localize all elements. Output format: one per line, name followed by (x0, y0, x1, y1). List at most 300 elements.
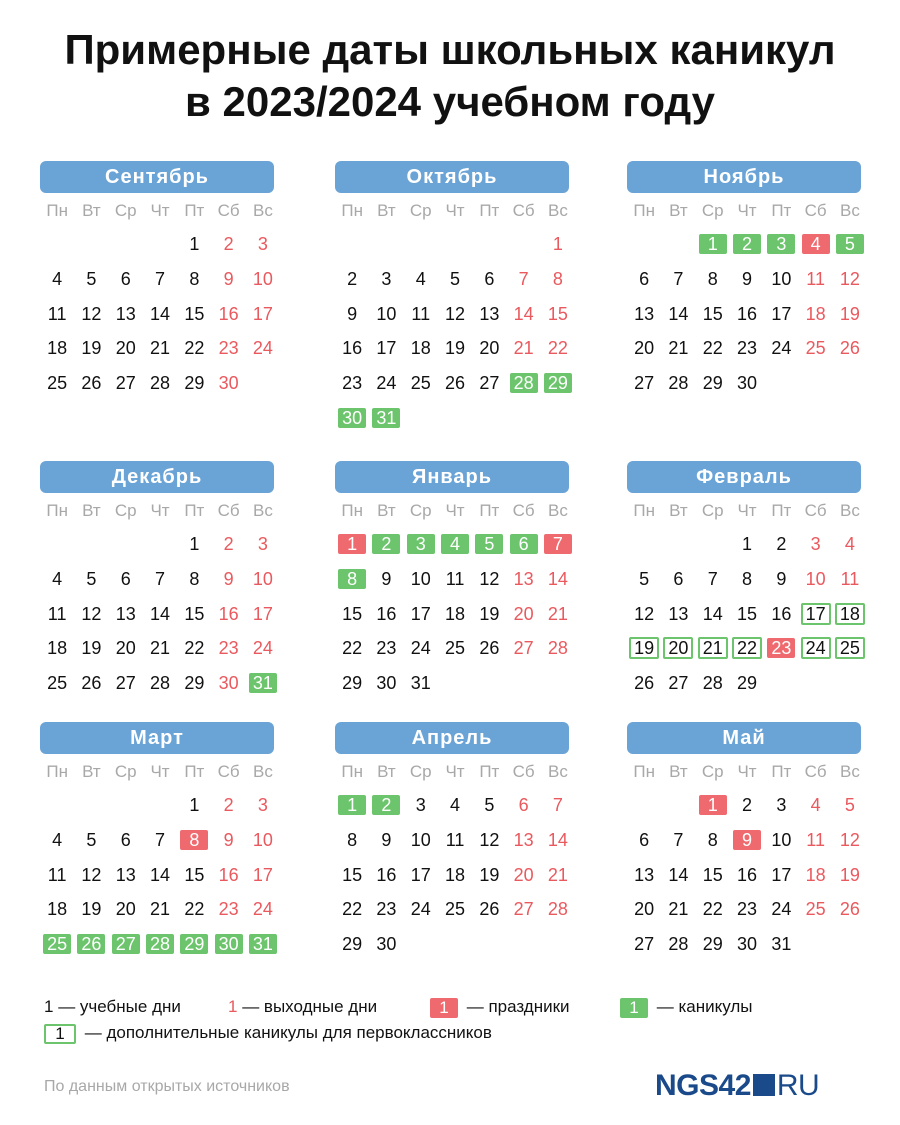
day-number: 9 (223, 569, 234, 590)
day-number: 13 (115, 864, 136, 885)
weekday-label: Вт (82, 201, 101, 220)
day-cell (369, 631, 403, 666)
day-number: 17 (252, 864, 273, 885)
day-number: 19 (81, 338, 102, 359)
month-3 (40, 461, 274, 700)
weekday-label: Пн (633, 762, 655, 781)
day-cell (143, 631, 177, 666)
legend-study-days (44, 996, 181, 1018)
day-number: 27 (115, 373, 136, 394)
day-cell (404, 366, 438, 401)
day-number: 29 (702, 373, 723, 394)
day-number: 2 (223, 234, 234, 255)
day-cell (143, 262, 177, 297)
day-cell (246, 666, 280, 701)
day-number: 20 (115, 899, 136, 920)
day-cell (246, 262, 280, 297)
day-number: 19 (445, 338, 466, 359)
day-number: 12 (839, 269, 860, 290)
day-number: 12 (479, 830, 500, 851)
day-number: 30 (218, 673, 239, 694)
day-number: 10 (805, 569, 826, 590)
day-cell (833, 892, 867, 927)
day-number: 29 (342, 934, 363, 955)
day-number: 23 (376, 899, 397, 920)
day-number: 23 (767, 638, 795, 658)
day-number: 29 (184, 373, 205, 394)
day-cell (40, 823, 74, 858)
day-cell (833, 823, 867, 858)
day-number: 25 (445, 899, 466, 920)
day-cell (627, 927, 661, 962)
day-cell (74, 857, 108, 892)
weekday-label: Ср (701, 201, 724, 220)
day-cell (730, 666, 764, 701)
day-cell (109, 927, 143, 962)
day-cell (143, 666, 177, 701)
ngs42-logo (655, 1068, 819, 1104)
day-cell (541, 562, 575, 597)
weekday-label: Вс (253, 201, 273, 220)
day-cell (506, 892, 540, 927)
day-cell (369, 562, 403, 597)
day-number: 10 (252, 269, 273, 290)
day-cell (369, 527, 403, 562)
day-number: 24 (376, 373, 397, 394)
day-number: 5 (475, 534, 503, 554)
weekday-header (40, 195, 274, 227)
day-cell (369, 892, 403, 927)
day-cell (661, 631, 695, 666)
legend-first-grade-sample: 1 (44, 1024, 76, 1044)
day-number: 4 (52, 269, 63, 290)
day-cell (764, 823, 798, 858)
day-number: 20 (513, 603, 534, 624)
day-number: 17 (771, 864, 792, 885)
day-cell (335, 927, 369, 962)
day-number: 8 (338, 569, 366, 589)
day-number: 19 (839, 303, 860, 324)
day-grid (627, 227, 861, 400)
day-number: 29 (702, 934, 723, 955)
day-number: 18 (47, 638, 68, 659)
weekday-label: Пн (46, 501, 68, 520)
day-cell (246, 596, 280, 631)
day-number: 16 (737, 303, 758, 324)
day-cell (833, 227, 867, 262)
day-number: 30 (737, 373, 758, 394)
day-number: 13 (668, 603, 689, 624)
day-cell (211, 262, 245, 297)
day-number: 6 (639, 830, 650, 851)
day-cell (506, 366, 540, 401)
day-cell (833, 527, 867, 562)
day-cell (764, 296, 798, 331)
month-1 (335, 161, 569, 435)
day-cell (211, 666, 245, 701)
day-cell (506, 823, 540, 858)
day-cell (798, 631, 832, 666)
day-number: 27 (634, 934, 655, 955)
day-cell (833, 857, 867, 892)
day-cell (627, 823, 661, 858)
day-number: 24 (410, 638, 431, 659)
weekday-label: Чт (445, 501, 465, 520)
day-cell (143, 331, 177, 366)
legend-weekend-days (228, 996, 377, 1018)
day-cell (764, 262, 798, 297)
day-number: 30 (376, 934, 397, 955)
weekday-label: Сб (804, 201, 827, 220)
weekday-label: Вс (253, 501, 273, 520)
day-cell (541, 262, 575, 297)
day-cell (764, 331, 798, 366)
day-number: 2 (733, 234, 761, 254)
day-number: 27 (115, 673, 136, 694)
weekday-label: Чт (150, 762, 170, 781)
day-number: 11 (806, 830, 825, 851)
day-number: 15 (342, 864, 363, 885)
day-number: 27 (112, 934, 140, 954)
day-cell (798, 892, 832, 927)
day-cell (177, 227, 211, 262)
day-number: 23 (342, 373, 363, 394)
day-number: 1 (338, 534, 366, 554)
day-cell (438, 788, 472, 823)
weekday-label: Пн (46, 762, 68, 781)
day-cell (833, 331, 867, 366)
day-cell (541, 631, 575, 666)
day-number: 10 (252, 569, 273, 590)
day-cell (472, 857, 506, 892)
day-number: 7 (155, 830, 166, 851)
day-number: 18 (835, 603, 865, 625)
day-number: 16 (218, 303, 239, 324)
day-cell (246, 857, 280, 892)
day-number: 1 (552, 234, 563, 255)
day-cell (335, 666, 369, 701)
legend-holidays (430, 996, 570, 1018)
day-number: 27 (668, 673, 689, 694)
day-cell (730, 527, 764, 562)
weekday-label: Сб (512, 201, 535, 220)
day-number: 4 (415, 269, 426, 290)
weekday-label: Вс (548, 501, 568, 520)
day-cell (109, 823, 143, 858)
day-cell (177, 366, 211, 401)
day-cell (246, 927, 280, 962)
day-cell (798, 296, 832, 331)
day-number: 15 (737, 603, 758, 624)
day-number: 20 (634, 338, 655, 359)
month-6 (40, 722, 274, 961)
legend-vacation-sample: 1 (620, 998, 648, 1018)
day-number: 5 (639, 569, 650, 590)
day-cell (109, 596, 143, 631)
day-cell (177, 823, 211, 858)
day-cell (404, 788, 438, 823)
day-grid (627, 527, 861, 700)
day-cell (833, 296, 867, 331)
day-number: 13 (115, 603, 136, 624)
day-cell (74, 666, 108, 701)
day-cell (211, 857, 245, 892)
day-number: 13 (513, 830, 534, 851)
day-cell (335, 331, 369, 366)
day-number: 16 (376, 864, 397, 885)
weekday-label: Сб (804, 501, 827, 520)
day-cell (109, 262, 143, 297)
day-number: 29 (180, 934, 208, 954)
legend-study-sample: 1 (44, 997, 54, 1016)
day-cell (404, 892, 438, 927)
day-cell (472, 892, 506, 927)
day-number: 13 (115, 303, 136, 324)
day-cell (404, 562, 438, 597)
day-number: 21 (547, 603, 568, 624)
logo-square-icon (753, 1074, 775, 1096)
day-cell (764, 927, 798, 962)
month-title: Март (40, 722, 274, 754)
day-cell (798, 227, 832, 262)
day-cell (730, 562, 764, 597)
day-number: 20 (513, 864, 534, 885)
day-number: 1 (189, 234, 200, 255)
day-cell (627, 366, 661, 401)
day-number: 13 (513, 569, 534, 590)
legend-holiday-label: — праздники (466, 997, 570, 1016)
weekday-label: Вс (840, 762, 860, 781)
day-cell (661, 366, 695, 401)
day-number: 27 (634, 373, 655, 394)
day-number: 15 (184, 303, 205, 324)
day-cell (730, 788, 764, 823)
weekday-label: Вт (82, 501, 101, 520)
legend-study-label: — учебные дни (58, 997, 181, 1016)
day-cell (211, 596, 245, 631)
weekday-label: Вс (840, 501, 860, 520)
day-number: 20 (663, 637, 693, 659)
day-cell (109, 892, 143, 927)
day-number: 12 (81, 864, 102, 885)
day-number: 9 (776, 569, 787, 590)
month-title: Декабрь (40, 461, 274, 493)
day-number: 16 (376, 603, 397, 624)
month-7 (335, 722, 569, 961)
day-cell (833, 631, 867, 666)
day-number: 16 (737, 864, 758, 885)
weekday-label: Пт (771, 501, 792, 520)
day-cell (541, 296, 575, 331)
month-title: Октябрь (335, 161, 569, 193)
day-cell (335, 527, 369, 562)
day-cell (369, 666, 403, 701)
day-cell (109, 631, 143, 666)
day-number: 31 (771, 934, 792, 955)
day-cell (369, 596, 403, 631)
weekday-label: Пт (184, 201, 205, 220)
day-number: 22 (184, 338, 205, 359)
weekday-header (335, 495, 569, 527)
weekday-header (335, 195, 569, 227)
day-cell (764, 227, 798, 262)
day-cell (696, 331, 730, 366)
day-cell (177, 596, 211, 631)
day-number: 18 (445, 864, 466, 885)
day-number: 23 (218, 899, 239, 920)
day-number: 17 (410, 864, 431, 885)
day-cell (764, 857, 798, 892)
weekday-header (335, 756, 569, 788)
day-number: 4 (844, 534, 855, 555)
day-cell (109, 562, 143, 597)
day-cell (40, 631, 74, 666)
day-number: 30 (376, 673, 397, 694)
weekday-label: Пт (479, 762, 500, 781)
day-cell (109, 296, 143, 331)
day-cell (211, 527, 245, 562)
weekday-label: Вс (253, 762, 273, 781)
day-number: 8 (189, 269, 200, 290)
day-cell (177, 527, 211, 562)
day-cell (109, 366, 143, 401)
day-cell (438, 596, 472, 631)
day-number: 1 (189, 795, 200, 816)
weekday-label: Пт (771, 762, 792, 781)
day-number: 17 (252, 603, 273, 624)
day-number: 18 (410, 338, 431, 359)
day-number: 21 (698, 637, 728, 659)
day-cell (74, 366, 108, 401)
day-number: 29 (184, 673, 205, 694)
weekday-label: Вт (377, 762, 396, 781)
day-cell (404, 666, 438, 701)
day-cell (335, 262, 369, 297)
day-grid (335, 788, 569, 961)
month-title: Ноябрь (627, 161, 861, 193)
day-number: 17 (376, 338, 397, 359)
day-number: 6 (518, 795, 529, 816)
day-cell (627, 666, 661, 701)
day-number: 11 (47, 603, 67, 624)
day-number: 2 (742, 795, 753, 816)
day-cell (40, 562, 74, 597)
weekday-label: Сб (512, 762, 535, 781)
day-number: 26 (479, 638, 500, 659)
day-number: 31 (249, 673, 277, 693)
day-number: 1 (699, 234, 727, 254)
day-cell (472, 262, 506, 297)
day-cell (472, 527, 506, 562)
day-number: 9 (742, 269, 753, 290)
day-number: 21 (150, 638, 171, 659)
day-number: 12 (81, 303, 102, 324)
weekday-label: Сб (804, 762, 827, 781)
day-number: 2 (223, 534, 234, 555)
day-cell (143, 823, 177, 858)
day-cell (40, 927, 74, 962)
day-cell (404, 262, 438, 297)
day-cell (177, 262, 211, 297)
day-cell (246, 296, 280, 331)
day-number: 18 (805, 303, 826, 324)
day-number: 11 (445, 830, 465, 851)
day-cell (661, 262, 695, 297)
day-number: 6 (510, 534, 538, 554)
day-cell (696, 562, 730, 597)
day-number: 1 (189, 534, 200, 555)
weekday-label: Ср (114, 201, 137, 220)
day-cell (798, 527, 832, 562)
day-number: 14 (150, 303, 171, 324)
day-cell (472, 331, 506, 366)
day-cell (541, 857, 575, 892)
month-title: Апрель (335, 722, 569, 754)
day-cell (369, 857, 403, 892)
day-cell (335, 788, 369, 823)
day-number: 12 (81, 603, 102, 624)
day-cell (40, 262, 74, 297)
day-number: 2 (223, 795, 234, 816)
day-grid (335, 227, 569, 435)
day-cell (246, 527, 280, 562)
day-cell (696, 296, 730, 331)
day-cell (661, 666, 695, 701)
day-cell (438, 366, 472, 401)
day-cell (730, 857, 764, 892)
day-cell (833, 596, 867, 631)
day-number: 4 (441, 534, 469, 554)
day-cell (764, 788, 798, 823)
day-grid (40, 227, 274, 400)
month-title: Май (627, 722, 861, 754)
day-number: 27 (513, 638, 534, 659)
day-cell (438, 892, 472, 927)
day-cell (177, 857, 211, 892)
day-cell (177, 892, 211, 927)
day-number: 28 (510, 373, 538, 393)
day-cell (335, 400, 369, 435)
day-cell (764, 527, 798, 562)
month-title: Январь (335, 461, 569, 493)
day-cell (211, 331, 245, 366)
day-number: 30 (338, 408, 366, 428)
day-cell (335, 366, 369, 401)
day-number: 4 (810, 795, 821, 816)
day-number: 5 (836, 234, 864, 254)
day-number: 10 (252, 830, 273, 851)
day-cell (438, 527, 472, 562)
day-number: 24 (252, 638, 273, 659)
day-number: 20 (115, 638, 136, 659)
day-number: 19 (629, 637, 659, 659)
day-cell (74, 927, 108, 962)
weekday-label: Ср (114, 762, 137, 781)
day-number: 14 (702, 603, 723, 624)
legend-vacation-label: — каникулы (656, 997, 753, 1016)
legend-vacation (620, 996, 753, 1018)
day-number: 17 (771, 303, 792, 324)
day-cell (143, 366, 177, 401)
day-cell (798, 596, 832, 631)
day-number: 7 (518, 269, 529, 290)
day-number: 25 (805, 899, 826, 920)
day-cell (404, 296, 438, 331)
day-number: 6 (673, 569, 684, 590)
weekday-label: Вт (669, 762, 688, 781)
day-number: 12 (479, 569, 500, 590)
day-number: 21 (513, 338, 534, 359)
